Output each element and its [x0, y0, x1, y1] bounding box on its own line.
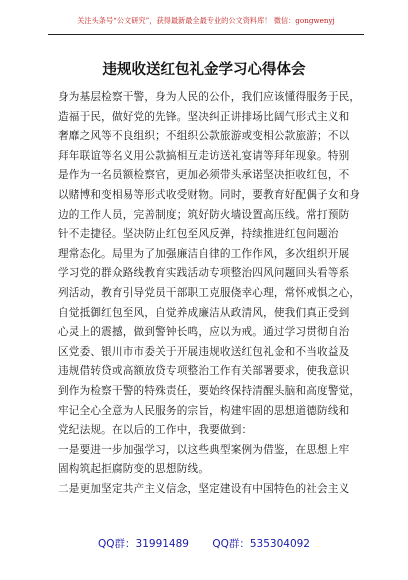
body-line: 造福于民，做好党的先锋。坚决纠正讲排场比阔气形式主义和 — [58, 110, 350, 123]
document-body — [58, 88, 360, 499]
body-line: 理常态化。局里为了加强廉洁自律的工作作风，多次组织开展 — [58, 247, 350, 260]
list-item-line: 二是更加坚定共产主义信念，坚定建设有中国特色的社会主义 — [58, 482, 350, 495]
qq-group-2: QQ群：535304092 — [212, 538, 310, 550]
footer-contacts — [0, 536, 408, 551]
body-line: 边的工作人员，完善制度；筑好防火墙设置高压线。常打预防 — [58, 208, 350, 221]
body-line: 以赌博和变相易等形式收受财物。同时，要教育好配偶子女和身 — [58, 188, 360, 201]
body-line: 列活动，教育引导党员干部职工克服侥幸心理，常怀戒惧之心， — [58, 286, 360, 299]
header-note: 关注头条号“公文研究”，获得最新最全最专业的公文资料库！ 微信：gongwenyj — [77, 16, 335, 25]
document-title: 违规收送红包礼金学习心得体会 — [102, 62, 306, 78]
header-divider — [48, 34, 364, 35]
body-line: 拜年联谊等名义用公款搞相互走访送礼宴请等拜年现象。特别 — [58, 149, 350, 162]
body-line: 违规借转贷或高额放贷专项整治工作有关部署要求，使我意识 — [58, 365, 350, 378]
list-item-line: 一是要进一步加强学习，以这些典型案例为借鉴，在思想上牢 — [58, 443, 350, 456]
qq-group-1: QQ群：31991489 — [98, 538, 189, 550]
body-line: 奢靡之风等不良组织；不组织公款旅游或变相公款旅游；不以 — [58, 130, 350, 143]
body-line: 针不走捷径。坚决防止红包至风反弹，持续推进红包问题治 — [58, 228, 339, 241]
list-item-line: 固构筑起拒腐防变的思想防线。 — [58, 463, 210, 476]
body-line: 是作为一名员额检察官，更加必须带头承诺坚决拒收红包，不 — [58, 169, 350, 182]
body-line: 心灵上的震撼，做到警钟长鸣，应以为戒。通过学习贯彻自治 — [58, 326, 350, 339]
body-line: 到作为检察干警的特殊责任，要始终保持清醒头脑和高度警觉， — [58, 384, 360, 397]
body-line: 学习党的群众路线教育实践活动专项整治四风问题回头看等系 — [58, 267, 350, 280]
body-line: 区党委、银川市市委关于开展违规收送红包礼金和不当收益及 — [58, 345, 350, 358]
body-line: 牢记全心全意为人民服务的宗旨，构建牢固的思想道德防线和 — [58, 404, 350, 417]
body-line: 身为基层检察干警，身为人民的公仆，我们应该懂得服务于民， — [58, 91, 360, 103]
body-line: 自觉抵御红包至风，自觉养成廉洁从政清风，使我们真正受到 — [58, 306, 350, 319]
body-line: 党纪法规。在以后的工作中，我要做到： — [58, 424, 253, 437]
